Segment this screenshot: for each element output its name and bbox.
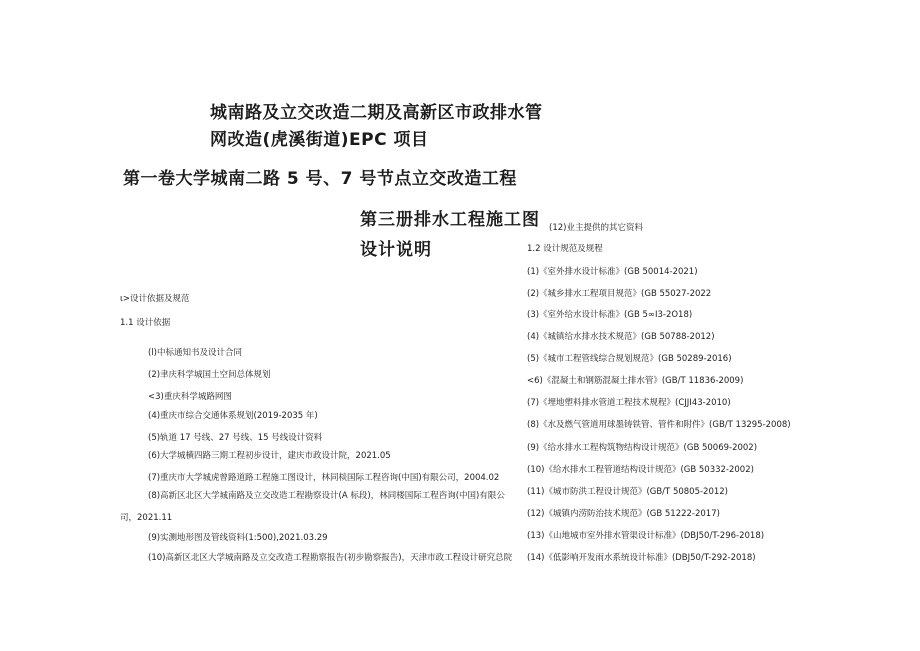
standard-item: (2)《城乡排水工程项目规范》(GB 55027-2022	[527, 289, 712, 299]
standard-item: (3)《室外给水设计标准》(GB 5∞I3-2O18)	[527, 310, 693, 320]
book-title: 第三册排水工程施工图	[360, 210, 540, 230]
standard-item: (13)《山地城市室外排水管渠设计标准》(DBJ50/T-296-2018)	[527, 531, 765, 541]
standard-item: (14)《低影响开发雨水系统设计标准》(DBJ50/T-292-2018)	[527, 553, 756, 563]
basis-item: (2)聿庆科学城国土空间总体规划	[148, 370, 271, 380]
subsection-heading-1-1: 1.1 设计依据	[120, 318, 171, 328]
doc-title: 设计说明	[360, 240, 432, 260]
section-heading: ι>设计依据及规范	[120, 294, 190, 304]
basis-item-continued: 司，2021.11	[120, 513, 173, 523]
standard-item: <6)《混凝土和钢筋混凝土排水管》(GB/T 11836-2009)	[527, 376, 744, 386]
standard-item: (9)《给水排水工程构筑物结构设计规范》(GB 50069-2002)	[527, 443, 758, 453]
standard-item: (4)《城镇给水排水技术规范》(GB 50788-2012)	[527, 332, 715, 342]
standard-item: (12)《城镇内涝防治技术规范》(GB 51222-2017)	[527, 509, 720, 519]
basis-item: (8)高新区北区大学城南路及立交改造工程勘察设计(A 标段)，林同楼国际工程咨询(中国)有限公	[148, 491, 505, 501]
basis-item: (5)轨道 17 号线、27 号线、15 号线设计资料	[148, 433, 323, 443]
project-title-line1: 城南路及立交改造二期及高新区市政排水管	[210, 103, 543, 123]
standard-item: (5)《城市工程管线综合规划规范》(GB 50289-2016)	[527, 354, 732, 364]
standard-item: (10)《给水排水工程管道结构设计规范》(GB 50332-2002)	[527, 465, 754, 475]
project-title-line2: 网改造(虎溪街道)EPC 项目	[210, 130, 429, 150]
basis-item: (6)大学城横四路三期工程初步设计，建庆市政设计院，2021.05	[148, 451, 391, 461]
basis-item: (l)中标通知书及设计合同	[148, 348, 242, 358]
standard-item: (8)《水及燃气管道用球墨铸铁管、管件和附件》(GB/T 13295-2008)	[527, 420, 791, 430]
volume-title: 第一卷大学城南二路 5 号、7 号节点立交改造工程	[123, 169, 517, 189]
basis-item: (10)高新区北区大学城南路及立交改造工程勘察报告(初步勘察报告)，天津市政工程设计研究总院	[148, 553, 513, 563]
basis-item: (4)重庆市综合交通体系规划(2019-2035 年)	[148, 411, 318, 421]
basis-item-12: (12)业主提供的其它资料	[549, 223, 643, 233]
standard-item: (7)《埋地塑料排水管道工程技术规程》(CJJI43-2010)	[527, 398, 731, 408]
standard-item: (11)《城市防洪工程设计规范》(GB/T 50805-2012)	[527, 487, 728, 497]
subsection-heading-1-2: 1.2 设计规范及规程	[527, 244, 603, 254]
basis-item: (9)实测地形图及管线资料(1:500),2021.03.29	[148, 533, 328, 543]
standard-item: (1)《室外排水设计标准》(GB 50014-2021)	[527, 267, 698, 277]
basis-item: (7)重庆市大学城虎曾路道路工程施工图设计，林同棪国际工程咨询(中国)有限公司，2004.02	[148, 473, 500, 483]
basis-item: <3)重庆科学城路网图	[148, 392, 232, 402]
